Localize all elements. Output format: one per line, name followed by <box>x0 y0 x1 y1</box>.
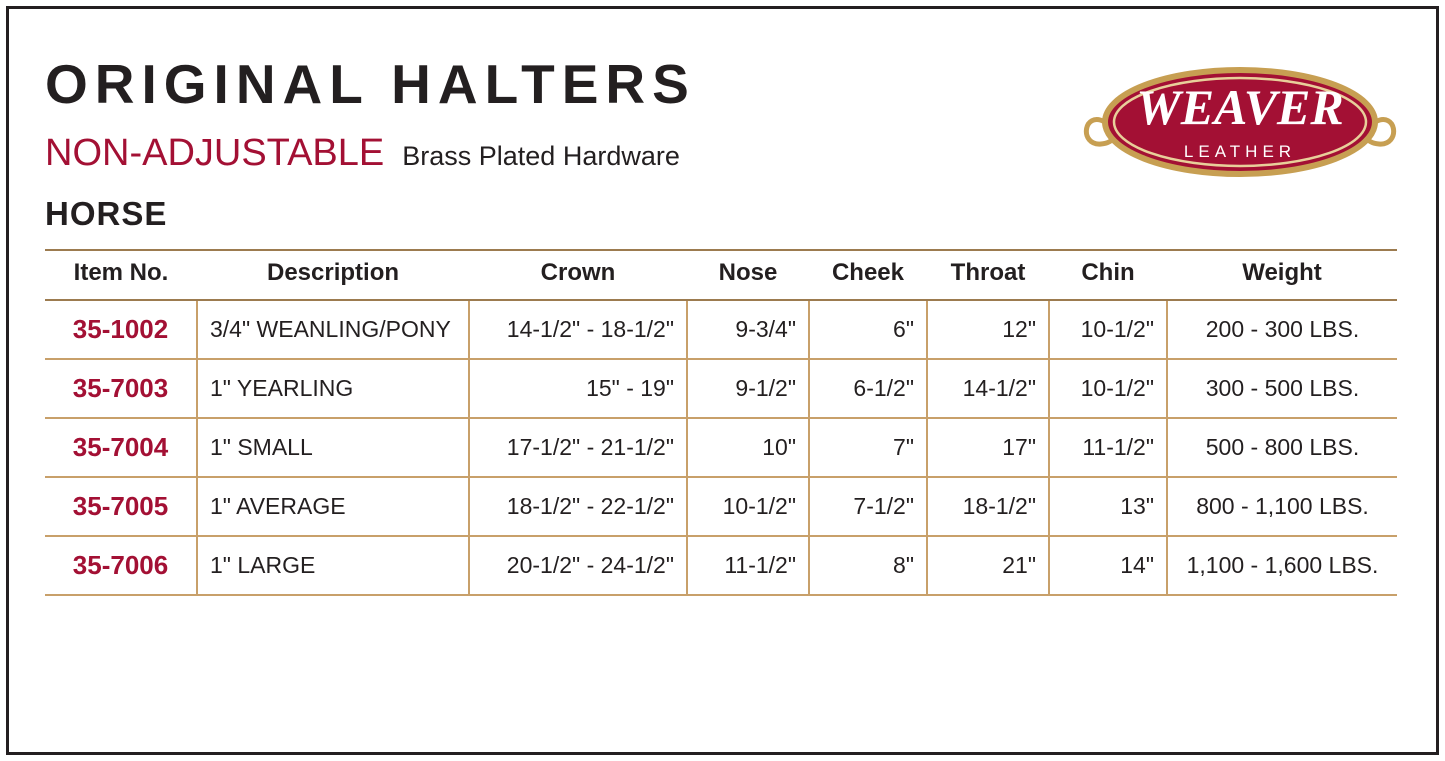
cell-nose: 9-3/4" <box>687 300 809 359</box>
cell-description: 1" YEARLING <box>197 359 469 418</box>
cell-weight: 1,100 - 1,600 LBS. <box>1167 536 1397 595</box>
cell-cheek: 6-1/2" <box>809 359 927 418</box>
cell-weight: 500 - 800 LBS. <box>1167 418 1397 477</box>
table-row <box>45 300 1397 359</box>
col-header-weight: Weight <box>1167 250 1397 300</box>
cell-chin: 11-1/2" <box>1049 418 1167 477</box>
cell-cheek: 7-1/2" <box>809 477 927 536</box>
cell-item-no: 35-7003 <box>45 359 197 418</box>
cell-throat: 17" <box>927 418 1049 477</box>
col-header-throat: Throat <box>927 250 1049 300</box>
cell-description: 1" AVERAGE <box>197 477 469 536</box>
table-row <box>45 418 1397 477</box>
cell-chin: 14" <box>1049 536 1167 595</box>
cell-crown: 14-1/2" - 18-1/2" <box>469 300 687 359</box>
cell-throat: 21" <box>927 536 1049 595</box>
col-header-cheek: Cheek <box>809 250 927 300</box>
cell-chin: 13" <box>1049 477 1167 536</box>
weaver-leather-logo <box>1075 60 1405 200</box>
col-header-nose: Nose <box>687 250 809 300</box>
table-row <box>45 359 1397 418</box>
cell-chin: 10-1/2" <box>1049 359 1167 418</box>
logo-brand-text: WEAVER <box>1136 79 1344 135</box>
cell-item-no: 35-7006 <box>45 536 197 595</box>
cell-crown: 18-1/2" - 22-1/2" <box>469 477 687 536</box>
weaver-leather-oval-icon <box>1075 60 1405 200</box>
hardware-label: Brass Plated Hardware <box>402 140 680 171</box>
cell-weight: 200 - 300 LBS. <box>1167 300 1397 359</box>
cell-nose: 9-1/2" <box>687 359 809 418</box>
cell-crown: 20-1/2" - 24-1/2" <box>469 536 687 595</box>
cell-nose: 10" <box>687 418 809 477</box>
halter-spec-table <box>45 249 1397 596</box>
cell-crown: 15" - 19" <box>469 359 687 418</box>
cell-description: 1" LARGE <box>197 536 469 595</box>
cell-description: 1" SMALL <box>197 418 469 477</box>
table-header-row <box>45 250 1397 300</box>
cell-description: 3/4" WEANLING/PONY <box>197 300 469 359</box>
col-header-description: Description <box>197 250 469 300</box>
col-header-item-no: Item No. <box>45 250 197 300</box>
cell-throat: 12" <box>927 300 1049 359</box>
cell-nose: 10-1/2" <box>687 477 809 536</box>
cell-item-no: 35-1002 <box>45 300 197 359</box>
section-title: HORSE <box>45 194 168 232</box>
page-content <box>45 30 1405 596</box>
cell-item-no: 35-7004 <box>45 418 197 477</box>
cell-cheek: 8" <box>809 536 927 595</box>
cell-chin: 10-1/2" <box>1049 300 1167 359</box>
header-block <box>45 53 1405 233</box>
cell-nose: 11-1/2" <box>687 536 809 595</box>
adjustability-label: NON-ADJUSTABLE <box>45 131 385 174</box>
cell-weight: 300 - 500 LBS. <box>1167 359 1397 418</box>
logo-subbrand-text: LEATHER <box>1183 142 1297 161</box>
cell-weight: 800 - 1,100 LBS. <box>1167 477 1397 536</box>
col-header-chin: Chin <box>1049 250 1167 300</box>
cell-throat: 14-1/2" <box>927 359 1049 418</box>
table-row <box>45 536 1397 595</box>
table-row <box>45 477 1397 536</box>
cell-cheek: 6" <box>809 300 927 359</box>
page-title: ORIGINAL HALTERS <box>45 53 696 115</box>
col-header-crown: Crown <box>469 250 687 300</box>
cell-item-no: 35-7005 <box>45 477 197 536</box>
cell-throat: 18-1/2" <box>927 477 1049 536</box>
cell-crown: 17-1/2" - 21-1/2" <box>469 418 687 477</box>
cell-cheek: 7" <box>809 418 927 477</box>
